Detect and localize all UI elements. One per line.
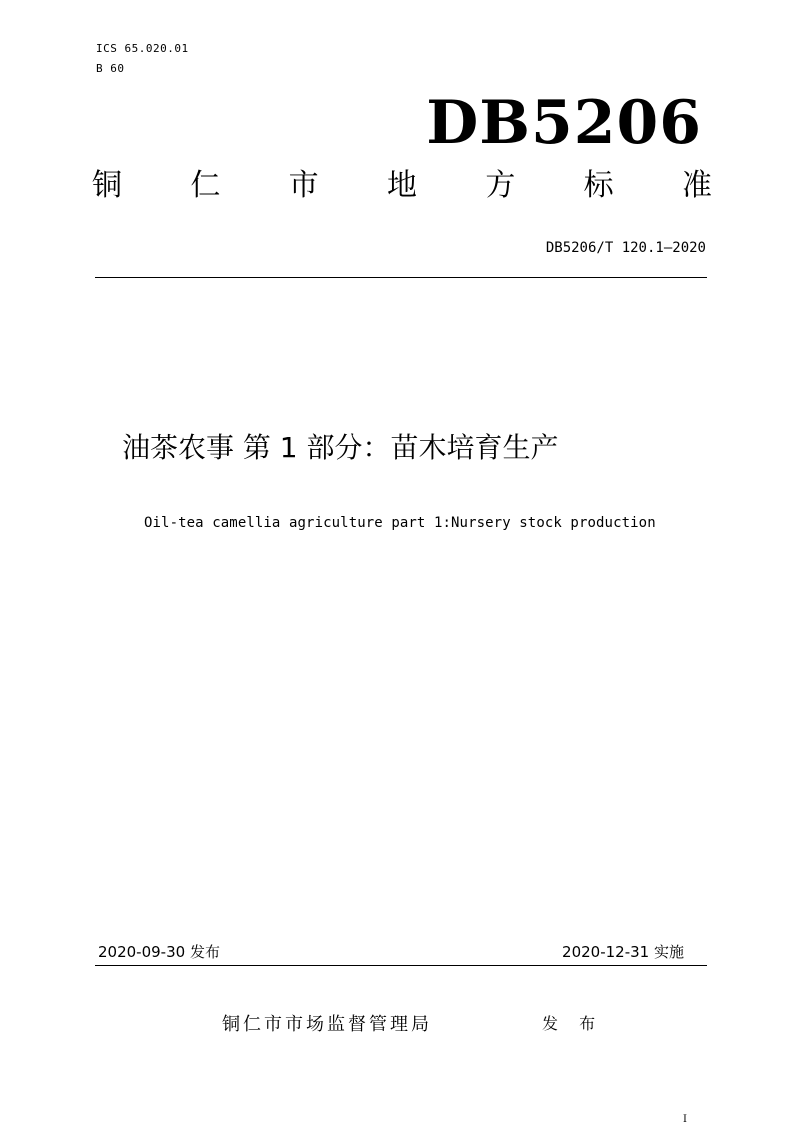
header-divider	[95, 277, 707, 278]
standard-type-char: 铜	[92, 168, 122, 203]
standard-number: DB5206/T 120.1—2020	[545, 240, 706, 256]
standard-type-heading	[92, 164, 712, 208]
document-title-english: Oil-tea camellia agriculture part 1:Nursery stock production	[144, 515, 656, 531]
standard-type-char: 地	[386, 168, 417, 203]
footer-divider	[95, 965, 707, 966]
standard-type-char: 仁	[190, 168, 221, 203]
implementation-date: 2020-12-31 实施	[562, 943, 684, 961]
standard-type-char: 准	[681, 168, 712, 203]
publisher-name: 铜仁市市场监督管理局	[222, 1014, 432, 1035]
publish-label: 发 布	[542, 1014, 604, 1033]
document-title-chinese: 油茶农事 第 1 部分：苗木培育生产	[122, 431, 559, 464]
standard-type-char: 标	[583, 168, 614, 203]
page-number: I	[683, 1114, 687, 1125]
standard-type-char: 方	[485, 168, 516, 203]
ics-code: ICS 65.020.01	[96, 42, 189, 55]
ccs-code: B 60	[96, 62, 125, 75]
issue-date: 2020-09-30 发布	[98, 943, 220, 961]
standard-type-char: 市	[288, 168, 319, 203]
standard-code-large: DB5206	[426, 88, 702, 158]
